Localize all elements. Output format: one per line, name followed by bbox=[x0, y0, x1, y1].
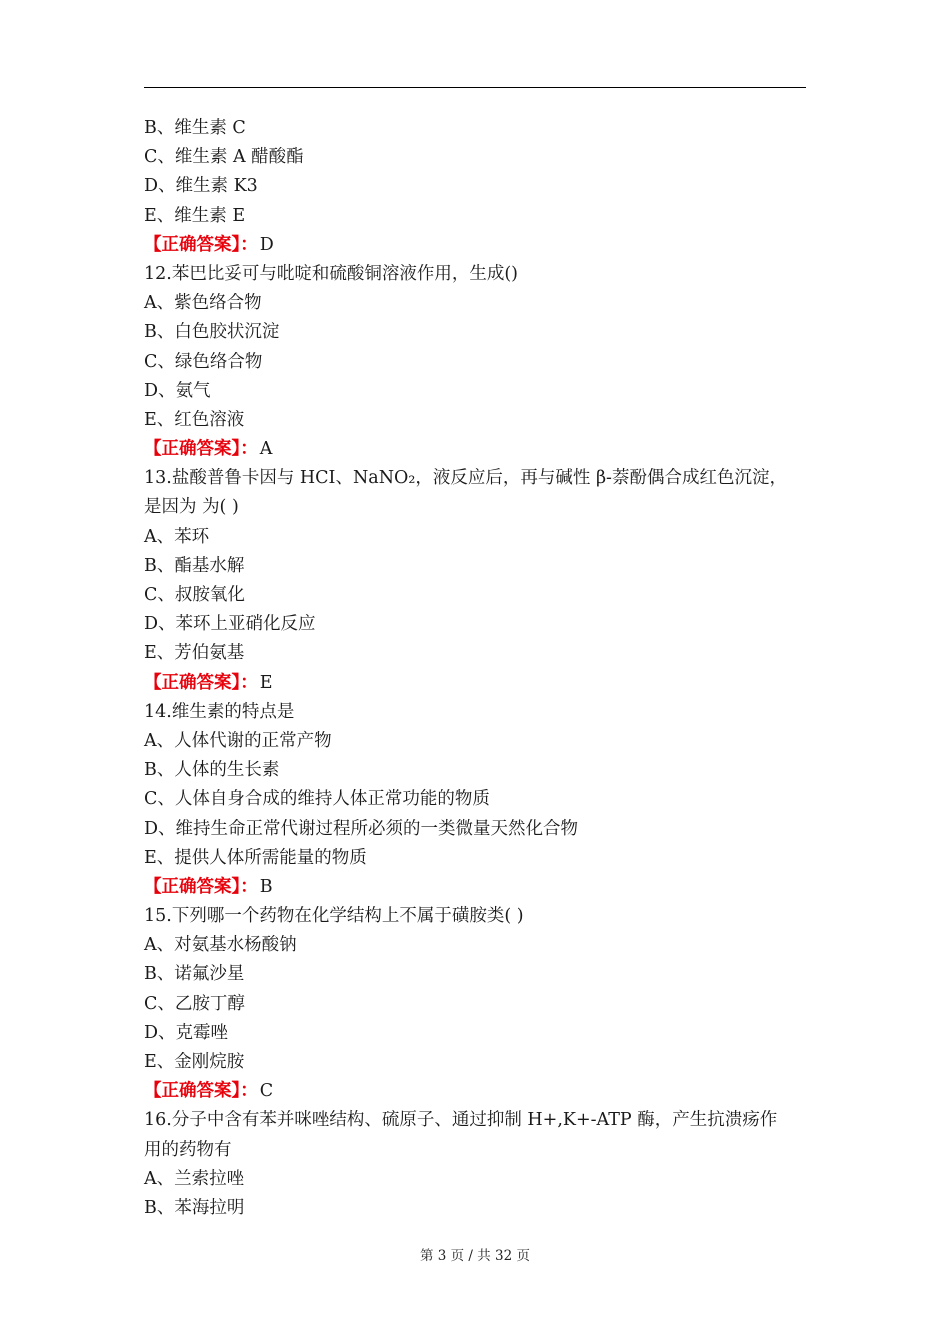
option-text: C、叔胺氧化 bbox=[144, 585, 245, 605]
option-text: B、苯海拉明 bbox=[144, 1197, 245, 1218]
option-text: B、人体的生长素 bbox=[144, 760, 280, 781]
answer-label: 【正确答案】： bbox=[144, 234, 258, 255]
question-text: 12.苯巴比妥可与吡啶和硫酸铜溶液作用，生成() bbox=[144, 263, 518, 284]
option-text: D、克霉唑 bbox=[144, 1022, 229, 1043]
page-footer: 第 3 页 / 共 32 页 bbox=[419, 1248, 531, 1264]
option-text: B、白色胶状沉淀 bbox=[144, 322, 280, 343]
question-text: 13.盐酸普鲁卡因与 HCI、NaNO₂，液反应后，再与碱性 β-萘酚偶合成红色沉淀， bbox=[144, 468, 787, 489]
option-text: C、维生素 A 醋酸酯 bbox=[144, 147, 304, 168]
answer-line bbox=[144, 231, 806, 260]
answer-line bbox=[144, 1077, 806, 1106]
option-text: B、维生素 C bbox=[144, 118, 246, 138]
answer-value: E bbox=[259, 672, 273, 693]
question-text: 用的药物有 bbox=[144, 1139, 232, 1160]
option-text: C、乙胺丁醇 bbox=[144, 993, 245, 1014]
option-text: B、诺氟沙星 bbox=[144, 964, 245, 985]
option-text: D、苯环上亚硝化反应 bbox=[144, 614, 316, 635]
answer-value: C bbox=[259, 1081, 274, 1102]
answer-value: D bbox=[259, 234, 274, 255]
option-text: B、酯基水解 bbox=[144, 555, 245, 576]
option-text: E、红色溶液 bbox=[144, 409, 245, 430]
answer-label: 【正确答案】： bbox=[144, 672, 258, 693]
answer-line bbox=[144, 435, 806, 464]
answer-line bbox=[144, 669, 806, 698]
option-text: E、芳伯氨基 bbox=[144, 643, 245, 664]
header-rule bbox=[144, 87, 806, 88]
option-text: E、维生素 E bbox=[144, 205, 246, 226]
answer-value: A bbox=[259, 439, 273, 460]
answer-label: 【正确答案】： bbox=[144, 1081, 258, 1102]
question-text: 14.维生素的特点是 bbox=[144, 701, 295, 722]
option-text: D、氨气 bbox=[144, 380, 211, 401]
question-text: 16.分子中含有苯并咪唑结构、硫原子、通过抑制 H+,K+-ATP 酶，产生抗溃疡作 bbox=[144, 1110, 778, 1131]
document-body bbox=[144, 114, 806, 1223]
question-text: 15.下列哪一个药物在化学结构上不属于磺胺类( ) bbox=[144, 906, 524, 927]
option-text: D、维持生命正常代谢过程所必须的一类微量天然化合物 bbox=[144, 818, 579, 839]
option-text: C、人体自身合成的维持人体正常功能的物质 bbox=[144, 789, 490, 810]
answer-label: 【正确答案】： bbox=[144, 876, 258, 897]
option-text: E、提供人体所需能量的物质 bbox=[144, 847, 367, 868]
option-text: A、对氨基水杨酸钠 bbox=[144, 935, 297, 956]
option-text: A、紫色络合物 bbox=[144, 293, 262, 314]
answer-label: 【正确答案】： bbox=[144, 439, 258, 460]
option-text: D、维生素 K3 bbox=[144, 176, 258, 197]
option-text: C、绿色络合物 bbox=[144, 351, 263, 372]
question-text: 是因为 为( ) bbox=[144, 497, 239, 518]
option-text: A、人体代谢的正常产物 bbox=[144, 730, 332, 751]
option-text: E、金刚烷胺 bbox=[144, 1052, 245, 1072]
answer-line bbox=[144, 873, 806, 902]
option-text: A、兰索拉唑 bbox=[144, 1168, 245, 1189]
answer-value: B bbox=[259, 876, 273, 897]
option-text: A、苯环 bbox=[144, 526, 210, 547]
